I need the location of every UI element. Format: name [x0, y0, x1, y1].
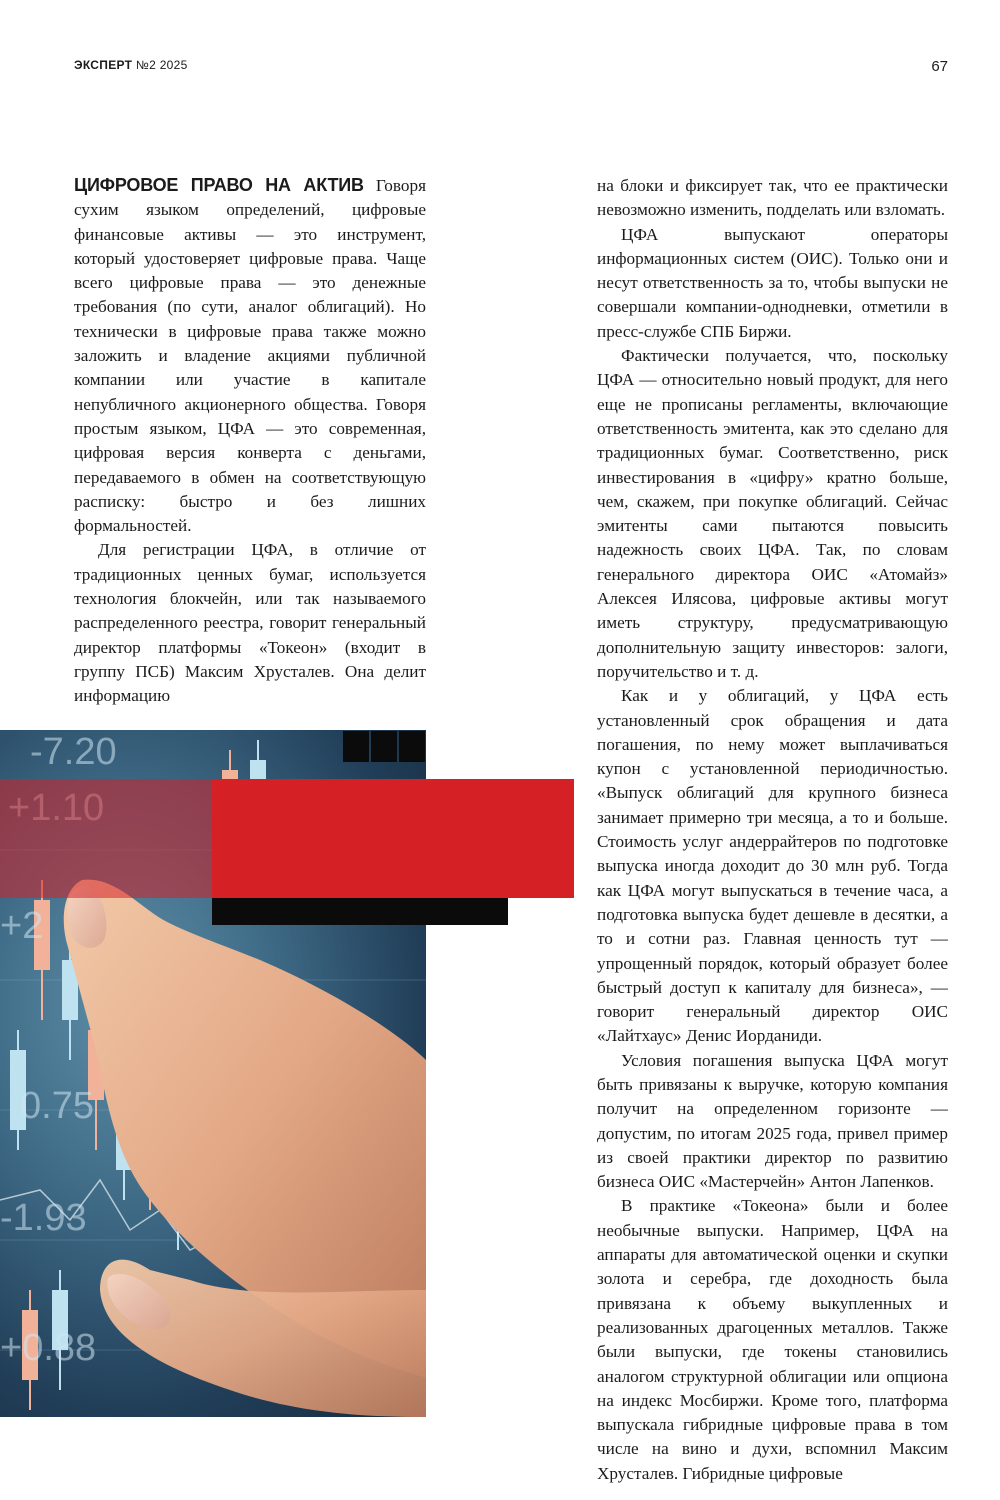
magazine-name: ЭКСПЕРТ [74, 58, 133, 72]
paragraph: ЦФА выпускают операторы информационных систем (ОИС). Только они и несут ответственность за то, чтобы выпуски не совершали компании-однодневки, отметили в пресс-службе СПБ Биржи. [597, 224, 948, 341]
paragraph: Для регистрации ЦФА, в отличие от традиционных ценных бумаг, используется технология блокчейн, или так называемого распределенного реестра, говорит генеральный директор платформы «Токеон» (входит в группу ПСБ) Максим Хрусталев. Она делит информацию [74, 540, 426, 706]
paragraph: В практике «Токеона» были и более необычные выпуски. Например, ЦФА на аппараты для автоматической оценки и скупки золота и серебра, где доходность была привязана к объему выкупленных и реализованных драгоценных металлов. Также были выпуски, где токены становились аналогом структурной облигации или опциона на индекс Мосбиржи. Кроме того, платформа выпускала гибридные цифровые права в том числе на вино и духи, вспомнил Максим Хрусталев. Гибридные цифровые [597, 1196, 948, 1483]
screen-number: 0.75 [20, 1085, 94, 1127]
paragraph: Условия погашения выпуска ЦФА могут быть привязаны к выручке, которую компания получит на определенном горизонте — допустим, по итогам 2025 года, привел пример из своей практики директор по развитию бизнеса ОИС «Мастерчейн» Антон Лапенков. [597, 1050, 948, 1192]
black-accent-bar [212, 898, 508, 925]
red-accent-block [212, 779, 574, 898]
article-column-right [597, 174, 948, 1486]
screen-number: -7.20 [30, 731, 117, 773]
screen-number: +0.88 [0, 1327, 97, 1369]
lead-paragraph [74, 173, 426, 538]
paragraph: Как и у облигаций, у ЦФА есть установленный срок обращения и дата погашения, по нему может выплачиваться купон с установленной периодичностью. «Выпуск облигаций для крупного бизнеса занимает примерно три месяца, а то и больше. Стоимость услуг андеррайтеров по подготовке выпуска иногда доходит до 30 млн руб. Тогда как ЦФА могут выпускаться в течение часа, а подготовка выпуска будет дешевле в десятки, а то и сотни раз. Главная ценность тут — упрощенный порядок, который образует более быстрый доступ к капиталу для бизнеса», — говорит генеральный директор ОИС «Лайтхаус» Денис Иорданиди. [597, 686, 948, 1046]
red-overlay-band [0, 779, 212, 898]
black-square-2 [371, 731, 397, 762]
running-head [74, 58, 188, 72]
paragraph-text: Говоря сухим языком определений, цифровые финансовые активы — это инструмент, который удостоверяет цифровые права. Чаще всего цифровые права — это денежные требования (по сути, аналог облигаций). Но технически в цифровые права также можно заложить и владение акциями публичной компании или участие в капитале непубличного акционерного общества. Говоря простым языком, ЦФА — это современная, цифровая версия конверта с деньгами, передаваемого в обмен на соответствующую расписку: быстро и без лишних формальностей. [74, 176, 426, 536]
article-column-left [74, 173, 426, 709]
paragraph: на блоки и фиксирует так, что ее практически невозможно изменить, подделать или взломать. [597, 176, 948, 220]
screen-number: +2 [0, 905, 44, 947]
black-square-3 [399, 731, 425, 762]
section-subtitle: ЦИФРОВОЕ ПРАВО НА АКТИВ [74, 175, 364, 195]
black-square-1 [343, 731, 369, 762]
issue-number: №2 2025 [135, 58, 188, 72]
paragraph: Фактически получается, что, поскольку ЦФА — относительно новый продукт, для него еще не прописаны регламенты, включающие ответственность эмитента, как это сделано для традиционных бумаг. Соответственно, риск инвестирования в «цифру» кратно больше, чем, скажем, при покупке облигаций. Сейчас эмитенты сами пытаются повысить надежность своих ЦФА. Так, по словам генерального директора ОИС «Атомайз» Алексея Илясова, цифровые активы могут иметь структуру, предусматривающую дополнительную защиту инвесторов: залоги, поручительство и т. д. [597, 346, 948, 681]
screen-number: -1.93 [0, 1197, 87, 1239]
page-number: 67 [931, 58, 948, 75]
